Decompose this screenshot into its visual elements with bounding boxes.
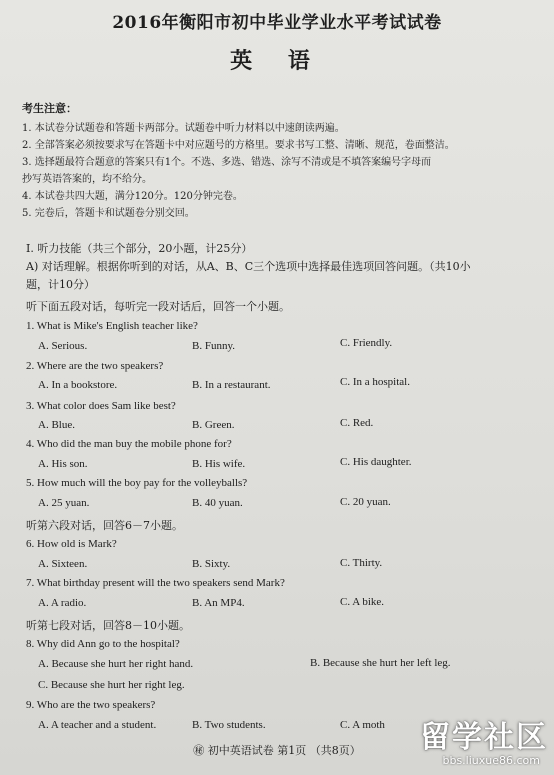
notice-line: 2. 全部答案必须按要求写在答题卡中对应题号的方格里。要求书写工整、清晰、规范，卷面整洁。 — [22, 140, 455, 151]
option-c: C. Thirty. — [340, 557, 383, 569]
option-c: C. 20 yuan. — [340, 496, 391, 508]
option-c: C. Because she hurt her right leg. — [38, 679, 185, 691]
option-b: B. Funny. — [192, 340, 235, 352]
option-b: B. Sixty. — [192, 558, 231, 570]
option-a: A. Sixteen. — [38, 558, 88, 570]
option-b: B. Green. — [192, 419, 235, 431]
option-a: A. Because she hurt her right hand. — [38, 658, 194, 670]
instruction-q1-5: 听下面五段对话，每听完一段对话后，回答一个小题。 — [26, 300, 290, 313]
option-b: B. An MP4. — [192, 597, 245, 609]
option-c: C. A moth — [340, 719, 385, 731]
option-a: A. 25 yuan. — [38, 497, 90, 509]
option-a: A. Blue. — [38, 419, 75, 431]
option-c: C. In a hospital. — [340, 376, 410, 388]
option-a: A. In a bookstore. — [38, 379, 118, 391]
notice-line: 4. 本试卷共四大题，满分120分。120分钟完卷。 — [22, 191, 243, 202]
option-c: C. Red. — [340, 417, 374, 429]
notice-heading: 考生注意： — [22, 102, 77, 115]
option-a: A. A radio. — [38, 597, 87, 609]
option-b: B. Because she hurt her left leg. — [310, 657, 451, 669]
option-b: B. His wife. — [192, 458, 246, 470]
subject-title: 英 语 — [230, 48, 324, 74]
option-b: B. In a restaurant. — [192, 379, 271, 391]
page-footer: ㊙ 初中英语试卷 第1页 （共8页） — [193, 744, 361, 757]
question: 9. Who are the two speakers? — [26, 699, 156, 711]
question: 8. Why did Ann go to the hospital? — [26, 638, 180, 650]
part-a-instruction: A) 对话理解。根据你听到的对话，从A、B、C三个选项中选择最佳选项回答问题。（共10小 — [26, 260, 471, 273]
option-b: B. 40 yuan. — [192, 497, 243, 509]
question: 7. What birthday present will the two speakers send Mark? — [26, 577, 285, 589]
option-c: C. Friendly. — [340, 337, 393, 349]
option-c: C. A bike. — [340, 596, 385, 608]
notice-line: 3. 选择题最符合题意的答案只有1个。不选、多选、错选、涂写不清或是不填答案编号字母而 — [22, 157, 432, 168]
instruction-q8-10: 听第七段对话，回答8－10小题。 — [26, 619, 190, 632]
watermark-logo: 留学社区 — [420, 720, 548, 755]
notice-line: 1. 本试卷分试题卷和答题卡两部分。试题卷中听力材料以中速朗读两遍。 — [22, 123, 345, 134]
option-a: A. A teacher and a student. — [38, 719, 157, 731]
part-a-instruction-cont: 题，计10分） — [26, 278, 95, 291]
instruction-q6-7: 听第六段对话，回答6－7小题。 — [26, 519, 183, 532]
watermark-url: bbs.liuxue86.com — [442, 754, 540, 767]
option-a: A. His son. — [38, 458, 88, 470]
option-a: A. Serious. — [38, 340, 88, 352]
question: 2. Where are the two speakers? — [26, 360, 164, 372]
exam-title: 2016年衡阳市初中毕业学业水平考试试卷 — [112, 13, 442, 33]
question: 6. How old is Mark? — [26, 538, 117, 550]
notice-line: 抄写英语答案的，均不给分。 — [22, 174, 152, 185]
notice-line: 5. 完卷后，答题卡和试题卷分别交回。 — [22, 208, 195, 219]
question: 1. What is Mike's English teacher like? — [26, 320, 198, 332]
question: 3. What color does Sam like best? — [26, 400, 176, 412]
question: 4. Who did the man buy the mobile phone for? — [26, 438, 232, 450]
question: 5. How much will the boy pay for the volleyballs? — [26, 477, 248, 489]
option-c: C. His daughter. — [340, 456, 412, 468]
section-heading: Ⅰ. 听力技能（共三个部分，20小题，计25分） — [26, 242, 253, 255]
option-b: B. Two students. — [192, 719, 266, 731]
